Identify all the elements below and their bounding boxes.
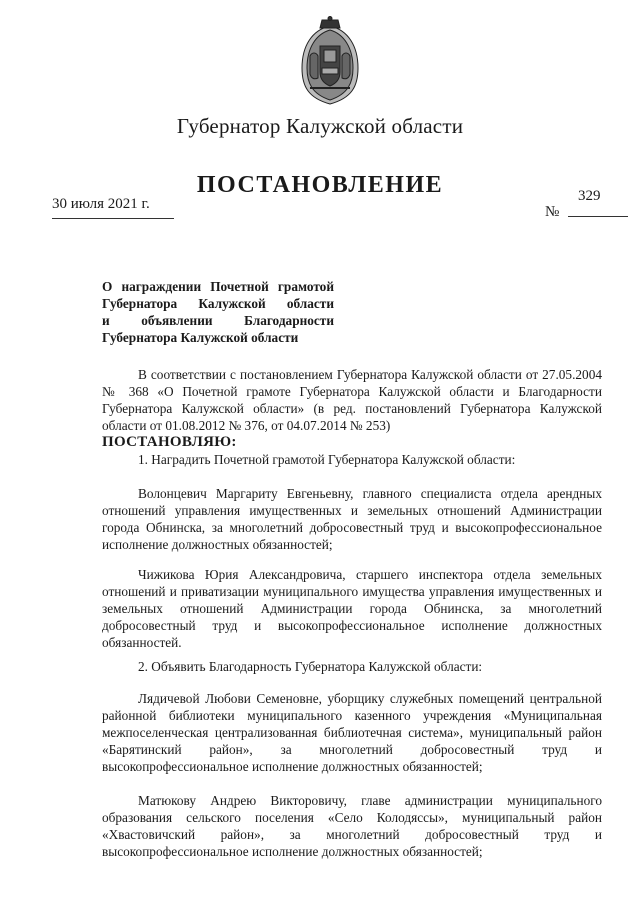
subject-line: Губернатора Калужской области — [102, 330, 299, 345]
subject-line: и объявлении Благодарности — [102, 313, 334, 328]
number-label: № — [545, 204, 560, 220]
document-date: 30 июля 2021 г. — [52, 196, 150, 212]
item-2 — [102, 658, 602, 675]
item-2-heading: 2. Объявить Благодарность Губернатора Калужской области: — [138, 659, 483, 674]
item-1-heading: 1. Наградить Почетной грамотой Губернатора Калужской области: — [138, 452, 516, 467]
number-underline — [568, 216, 628, 217]
decree-word: ПОСТАНОВЛЯЮ: — [102, 434, 237, 450]
body-preamble — [102, 366, 602, 468]
thanks-1-paragraph: Лядичевой Любови Семеновне, уборщику служебных помещений центральной районной библиотеки муниципального казенного учреждения «Муниципальная межпоселенческая централизованная библиотечная система», муниципальный район «Барятинский район», за многолетний добросовестный труд и высокопрофессиональное исполнение должностных обязанностей; — [102, 691, 602, 774]
award-1 — [102, 485, 602, 553]
subject-line: О награждении Почетной грамотой — [102, 279, 334, 294]
governor-title: Губернатор Калужской области — [176, 114, 464, 138]
award-2-paragraph: Чижикова Юрия Александровича, старшего инспектора отдела земельных отношений и приватизации муниципального имущества управления имущественных и земельных отношений Администрации города Обнинска, за многолетний добросовестный труд и высокопрофессиональное исполнение должностных обязанностей. — [102, 567, 602, 650]
thanks-1 — [102, 690, 602, 775]
thanks-2 — [102, 792, 602, 860]
thanks-2-paragraph: Матюкову Андрею Викторовичу, главе администрации муниципального образования сельского поселения «Село Колодяссы», муниципальный район «Хвастовичский район», за многолетний добросовестный труд и высокопрофессиональное исполнение должностных обязанностей; — [102, 793, 602, 859]
award-2 — [102, 566, 602, 651]
document-type-title: ПОСТАНОВЛЕНИЕ — [196, 172, 444, 198]
subject-line: Губернатора Калужской области — [102, 296, 334, 311]
preamble-paragraph: В соответствии с постановлением Губернатора Калужской области от 27.05.2004 № 368 «О Почетной грамоте Губернатора Калужской области и Благодарности Губернатора Калужской области» (в ред. постановлений Губернатора Калужской области от 01.08.2012 № 376, от 04.07.2014 № 253) — [102, 367, 602, 433]
date-underline — [52, 218, 174, 219]
coat-of-arms-emblem — [298, 16, 362, 106]
document-subject — [102, 278, 334, 346]
award-1-paragraph: Волонцевич Маргариту Евгеньевну, главного специалиста отдела арендных отношений управления имущественных и земельных отношений Администрации города Обнинска, за многолетний добросовестный труд и высокопрофессиональное исполнение должностных обязанностей; — [102, 486, 602, 552]
document-number: 329 — [578, 188, 601, 204]
